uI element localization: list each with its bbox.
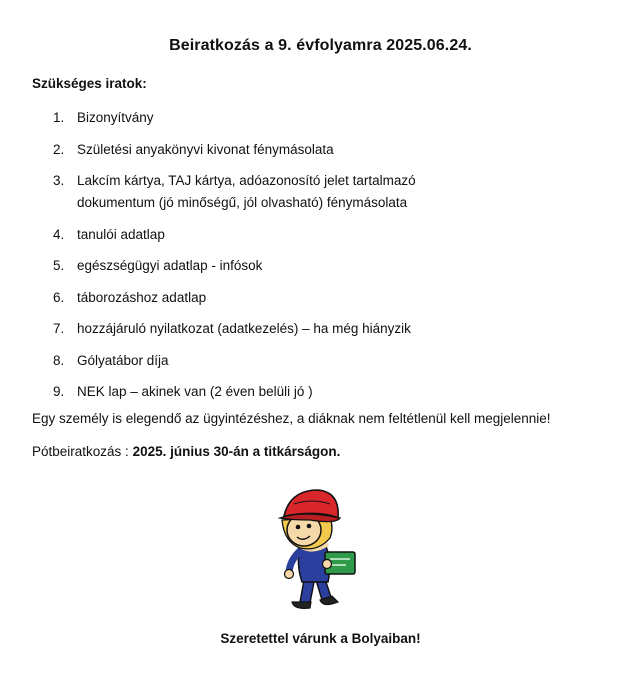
list-item-number: 4. xyxy=(53,226,65,242)
list-item-text: hozzájáruló nyilatkozat (adatkezelés) – ha még hiányzik xyxy=(77,321,411,336)
list-item-number: 9. xyxy=(53,384,65,399)
list-item-text: NEK lap – akinek van (2 éven belüli jó ) xyxy=(77,384,313,399)
post-enrollment-line xyxy=(32,444,340,459)
list-item xyxy=(0,139,537,161)
list-item xyxy=(0,381,537,403)
list-item xyxy=(0,224,537,246)
list-item-number: 6. xyxy=(53,289,65,305)
list-item xyxy=(0,318,537,340)
mascot-left-leg xyxy=(300,580,314,603)
closing-line: Szeretettel várunk a Bolyaiban! xyxy=(220,631,421,646)
list-item-text: Lakcím kártya, TAJ kártya, adóazonosító jelet tartalmazó dokumentum (jó minőségű, jól olvasható) fénymásolata xyxy=(77,173,416,210)
mascot-left-eye xyxy=(296,525,301,530)
list-item-number: 3. xyxy=(53,173,65,188)
list-item-text: Gólyatábor díja xyxy=(77,352,169,368)
mascot-left-hand xyxy=(285,570,294,579)
list-item xyxy=(0,170,537,214)
school-mascot-illustration xyxy=(270,480,360,612)
list-item xyxy=(0,255,537,277)
list-item-text: Bizonyítvány xyxy=(77,110,154,125)
list-item-text: Születési anyakönyvi kivonat fénymásolata xyxy=(77,141,334,157)
mascot-left-shoe xyxy=(292,602,311,608)
list-item xyxy=(0,107,537,129)
list-item xyxy=(0,350,537,372)
list-item-text: egészségügyi adatlap - infósok xyxy=(77,258,263,273)
list-item-text: tanulói adatlap xyxy=(77,226,165,242)
list-item-number: 1. xyxy=(53,110,65,125)
post-enrollment-date: 2025. június 30-án a titkárságon. xyxy=(132,444,341,459)
attendance-note: Egy személy is elegendő az ügyintézéshez, a diáknak nem feltétlenül kell megjelennie! xyxy=(32,411,551,426)
list-item-number: 2. xyxy=(53,141,65,157)
list-item-text: táborozáshoz adatlap xyxy=(77,289,207,305)
mascot-right-hand xyxy=(323,560,332,569)
page-title: Beiratkozás a 9. évfolyamra 2025.06.24. xyxy=(169,37,472,54)
list-item-number: 8. xyxy=(53,352,65,368)
post-enrollment-label: Pótbeiratkozás : xyxy=(32,444,133,459)
mascot-right-eye xyxy=(307,524,312,529)
list-item-number: 5. xyxy=(53,258,65,273)
required-docs-heading: Szükséges iratok: xyxy=(32,76,147,91)
list-item-number: 7. xyxy=(53,321,65,336)
required-documents-list xyxy=(0,107,537,413)
list-item xyxy=(0,287,537,309)
